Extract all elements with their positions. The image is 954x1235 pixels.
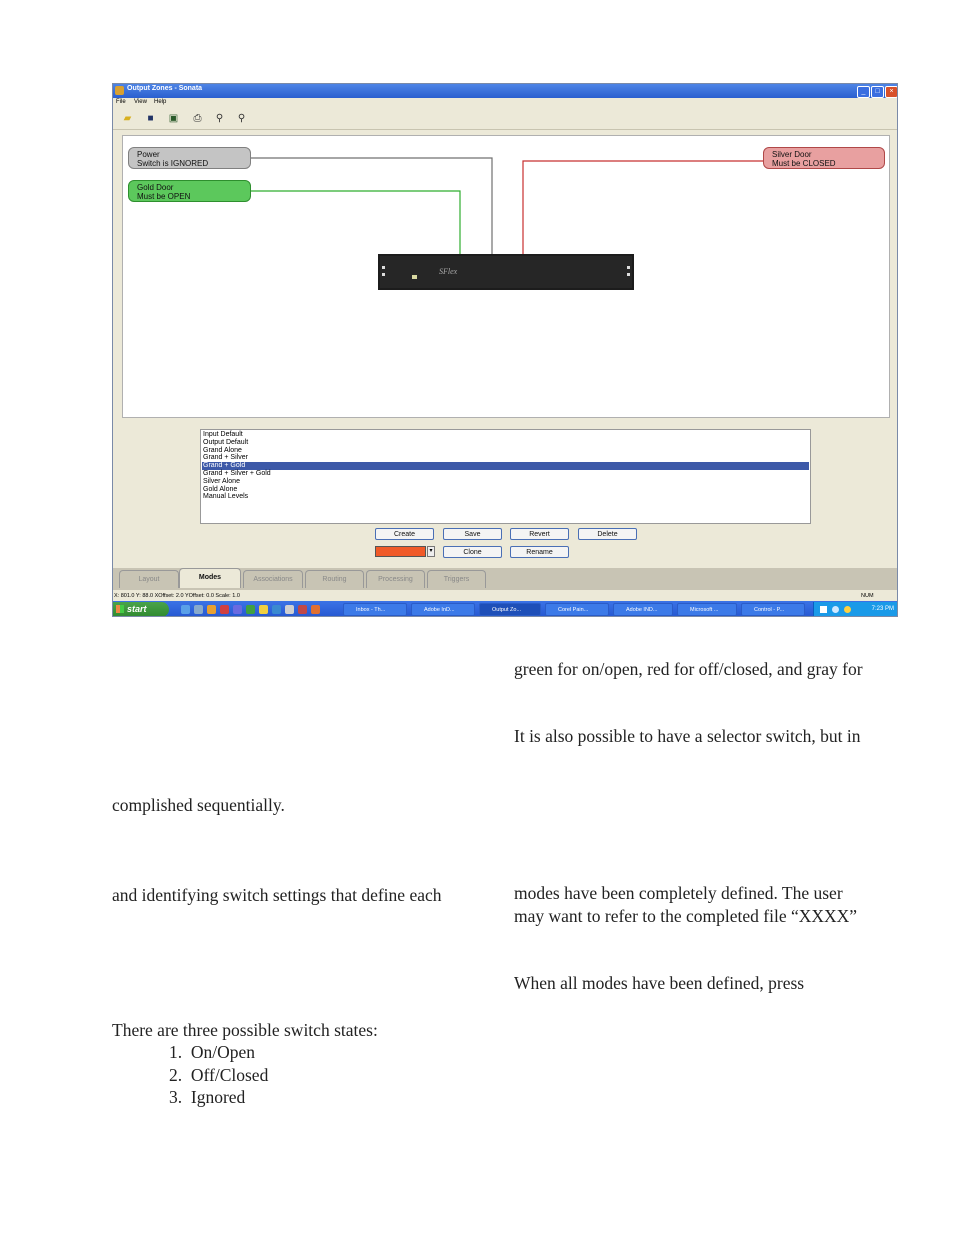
clock: 7:23 PM xyxy=(871,606,894,612)
device-led xyxy=(382,273,385,276)
right-col-line-3: modes have been completely defined. The user xyxy=(514,883,843,903)
quicklaunch-icon[interactable] xyxy=(285,605,294,614)
tray-icon[interactable] xyxy=(844,606,851,613)
mode-item[interactable]: Silver Alone xyxy=(203,477,240,485)
color-swatch[interactable] xyxy=(375,546,426,557)
list-number: 3. xyxy=(169,1087,183,1107)
taskbar-item[interactable]: Corel Pain... xyxy=(545,603,609,616)
gold-door-node[interactable] xyxy=(128,180,251,202)
quicklaunch-icon[interactable] xyxy=(220,605,229,614)
taskbar xyxy=(113,601,898,617)
device-indicator xyxy=(412,275,417,279)
app-icon xyxy=(115,86,124,95)
tray-icon[interactable] xyxy=(832,606,839,613)
device-led xyxy=(627,273,630,276)
mode-item-selected[interactable]: Grand + Gold xyxy=(202,462,809,470)
delete-button[interactable]: Delete xyxy=(578,528,637,540)
wiring-diagram xyxy=(123,136,890,418)
mode-item[interactable]: Gold Alone xyxy=(203,485,238,493)
save-button[interactable]: Save xyxy=(443,528,502,540)
tab-layout[interactable]: Layout xyxy=(119,570,179,588)
switch-state-item xyxy=(169,1086,245,1108)
right-col-line-4: may want to refer to the completed file “XXXX” xyxy=(514,906,858,926)
silver-door-node-title: Silver Door xyxy=(772,150,812,159)
left-col-line-2: and identifying switch settings that define each xyxy=(112,885,442,905)
window-title: Output Zones - Sonata xyxy=(127,85,203,92)
minimize-button[interactable]: _ xyxy=(857,86,870,98)
save-icon[interactable]: ■ xyxy=(147,113,154,124)
device-led xyxy=(627,266,630,269)
ie-icon[interactable] xyxy=(181,605,190,614)
rename-button[interactable]: Rename xyxy=(510,546,569,558)
status-bar xyxy=(113,591,898,601)
tray-icon[interactable] xyxy=(820,606,827,613)
taskbar-item[interactable]: Adobe IND... xyxy=(613,603,673,616)
color-dropdown-button[interactable]: ▾ xyxy=(427,546,435,557)
mode-item[interactable]: Grand + Silver + Gold xyxy=(203,469,271,477)
tab-processing[interactable]: Processing xyxy=(366,570,425,588)
mode-item[interactable]: Grand + Silver xyxy=(203,454,248,462)
quicklaunch-icon[interactable] xyxy=(194,605,203,614)
routing-canvas[interactable] xyxy=(122,135,890,418)
system-tray xyxy=(813,602,898,617)
power-wire xyxy=(251,158,492,254)
tab-bar xyxy=(113,568,898,590)
menu-file[interactable]: File xyxy=(116,99,126,105)
quicklaunch-icon[interactable] xyxy=(246,605,255,614)
revert-button[interactable]: Revert xyxy=(510,528,569,540)
taskbar-item-active[interactable]: Output Zo... xyxy=(479,603,541,616)
silver-door-node-state: Must be CLOSED xyxy=(772,159,836,168)
device-led xyxy=(382,266,385,269)
save-as-icon[interactable]: ▣ xyxy=(168,113,179,124)
start-button[interactable] xyxy=(113,602,169,617)
taskbar-item[interactable]: Adobe InD... xyxy=(411,603,475,616)
right-col-line-2: It is also possible to have a selector switch, but in xyxy=(514,726,861,746)
switch-states-intro: There are three possible switch states: xyxy=(112,1020,378,1040)
left-col-line-1: complished sequentially. xyxy=(112,795,285,815)
start-label: start xyxy=(127,604,147,614)
gold-door-wire xyxy=(251,191,460,254)
windows-logo-icon xyxy=(116,605,124,613)
menu-bar xyxy=(113,98,898,108)
quicklaunch-icon[interactable] xyxy=(272,605,281,614)
silver-door-node[interactable] xyxy=(763,147,885,169)
tab-triggers[interactable]: Triggers xyxy=(427,570,486,588)
taskbar-item[interactable]: Control - P... xyxy=(741,603,805,616)
tab-routing[interactable]: Routing xyxy=(305,570,364,588)
zoom-in-icon[interactable]: ⚲ xyxy=(215,113,224,124)
quicklaunch-icon[interactable] xyxy=(207,605,216,614)
device-label: SFlex xyxy=(439,267,458,276)
close-button[interactable]: × xyxy=(885,86,898,98)
application-window xyxy=(112,83,898,617)
num-lock-indicator: NUM xyxy=(861,593,874,599)
silver-door-wire xyxy=(523,161,763,254)
coordinates-readout: X: 801.0 Y: 88.0 XOffset: 2.0 YOffset: 0.0 Scale: 1.0 xyxy=(114,593,240,599)
print-icon[interactable]: ⎙ xyxy=(193,113,202,124)
quicklaunch-icon[interactable] xyxy=(233,605,242,614)
title-bar xyxy=(113,84,898,98)
clone-button[interactable]: Clone xyxy=(443,546,502,558)
quicklaunch-icon[interactable] xyxy=(311,605,320,614)
mode-item[interactable]: Output Default xyxy=(203,438,249,446)
switch-state-label: Ignored xyxy=(190,1087,246,1107)
maximize-button[interactable]: □ xyxy=(871,86,884,98)
create-button[interactable]: Create xyxy=(375,528,434,540)
modes-listbox[interactable] xyxy=(200,429,811,524)
switch-state-item xyxy=(169,1041,255,1063)
gold-door-node-state: Must be OPEN xyxy=(137,192,191,201)
mode-item[interactable]: Manual Levels xyxy=(203,493,249,501)
switch-state-label: Off/Closed xyxy=(190,1065,269,1085)
open-folder-icon[interactable]: ▰ xyxy=(123,113,132,124)
toolbar xyxy=(113,109,898,130)
taskbar-item[interactable]: Inbox - Th... xyxy=(343,603,407,616)
mode-item[interactable]: Input Default xyxy=(203,431,243,438)
quicklaunch-icon[interactable] xyxy=(259,605,268,614)
zoom-out-icon[interactable]: ⚲ xyxy=(237,113,246,124)
menu-help[interactable]: Help xyxy=(154,99,167,105)
gold-door-node-title: Gold Door xyxy=(137,183,174,192)
right-col-line-5: When all modes have been defined, press xyxy=(514,973,805,993)
mode-item[interactable]: Grand Alone xyxy=(203,446,242,454)
switch-state-label: On/Open xyxy=(190,1042,256,1062)
power-node-state: Switch is IGNORED xyxy=(137,159,209,168)
tab-associations[interactable]: Associations xyxy=(243,570,303,588)
menu-view[interactable]: View xyxy=(134,99,147,105)
device-face xyxy=(380,256,632,288)
list-number: 1. xyxy=(169,1042,183,1062)
right-col-line-1: green for on/open, red for off/closed, and gray for xyxy=(514,659,863,679)
power-node[interactable] xyxy=(128,147,251,169)
list-number: 2. xyxy=(169,1065,183,1085)
taskbar-item[interactable]: Microsoft ... xyxy=(677,603,737,616)
power-node-title: Power xyxy=(137,150,160,159)
quicklaunch-icon[interactable] xyxy=(298,605,307,614)
switch-state-item xyxy=(169,1064,268,1086)
tab-modes[interactable]: Modes xyxy=(179,568,241,588)
